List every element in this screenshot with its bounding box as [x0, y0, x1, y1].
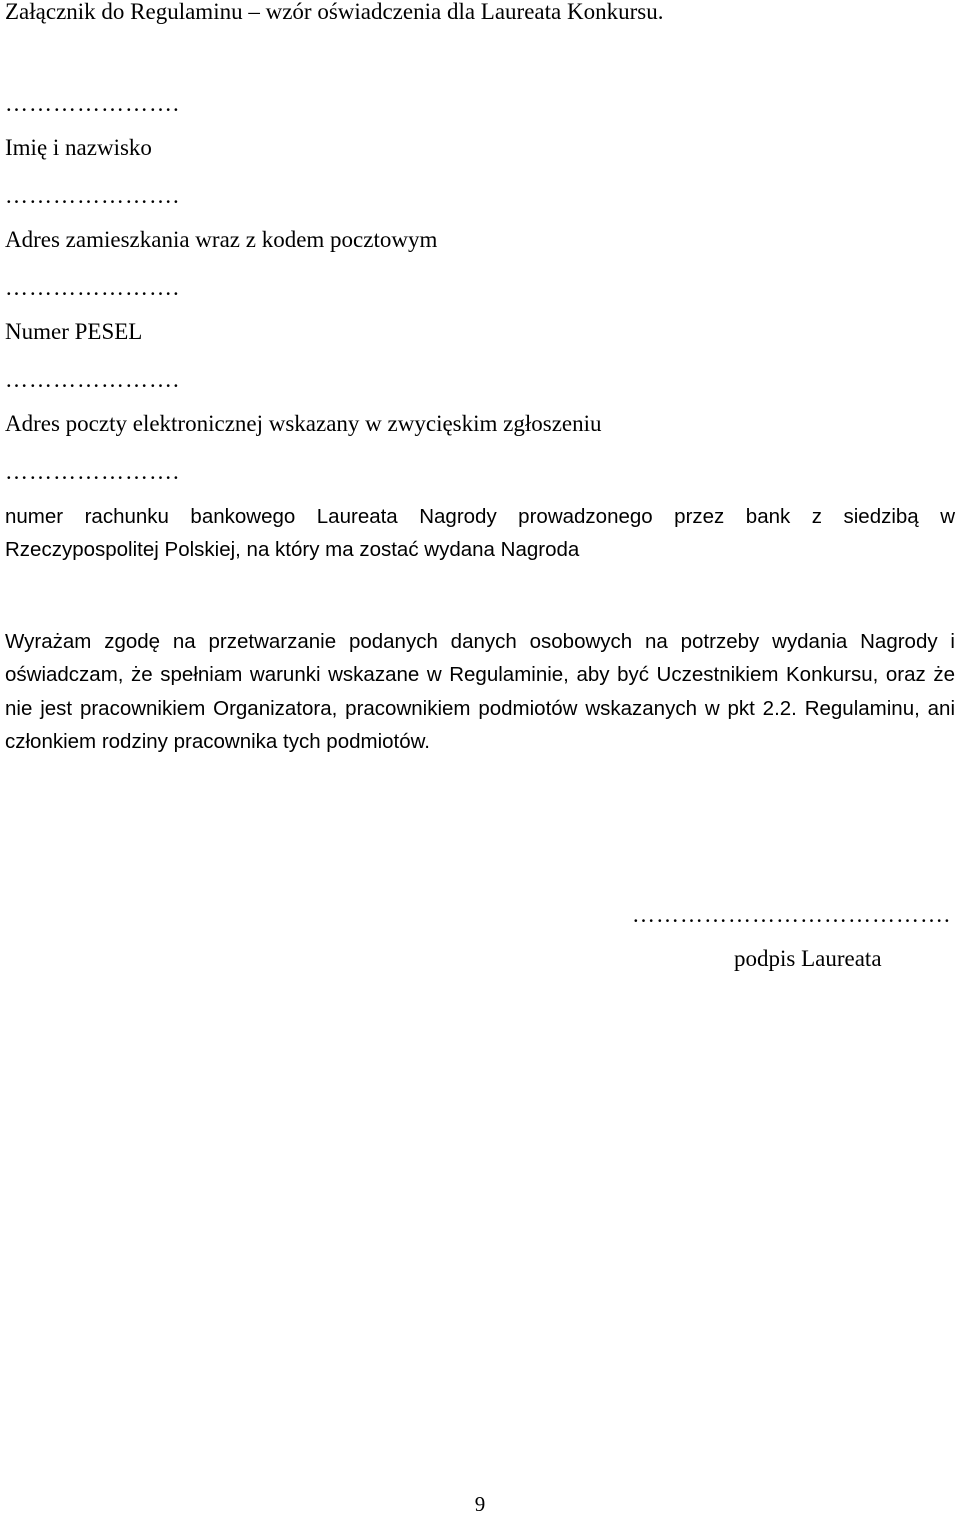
address-dots: …………………. — [5, 183, 180, 208]
address-label: Adres zamieszkania wraz z kodem pocztowym — [5, 227, 438, 252]
email-label: Adres poczty elektronicznej wskazany w zwycięskim zgłoszeniu — [5, 411, 602, 436]
name-label: Imię i nazwisko — [5, 135, 152, 160]
signature-label: podpis Laureata — [734, 946, 882, 971]
signature-dots: …………………………………. — [632, 902, 951, 927]
name-dots: …………………. — [5, 91, 180, 116]
pesel-label: Numer PESEL — [5, 319, 143, 344]
email-dots: …………………. — [5, 367, 180, 392]
pesel-dots: …………………. — [5, 275, 180, 300]
bank-account-dots: …………………. — [5, 459, 180, 484]
consent-declaration: Wyrażam zgodę na przetwarzanie podanych danych osobowych na potrzeby wydania Nagrody i oświadczam, że spełniam warunki wskazane w Regulaminie, aby być Uczestnikiem Konkursu, oraz że nie jest pracownikiem Organizatora, pracownikiem podmiotów wskazanych w pkt 2.2. Regulaminu, ani członkiem rodziny pracownika tych podmiotów. — [5, 630, 955, 753]
page-number: 9 — [474, 1492, 486, 1516]
annex-title: Załącznik do Regulaminu – wzór oświadczenia dla Laureata Konkursu. — [5, 0, 664, 24]
bank-account-label: numer rachunku bankowego Laureata Nagrody prowadzonego przez bank z siedzibą w Rzeczypospolitej Polskiej, na który ma zostać wydana Nagroda — [5, 505, 955, 562]
